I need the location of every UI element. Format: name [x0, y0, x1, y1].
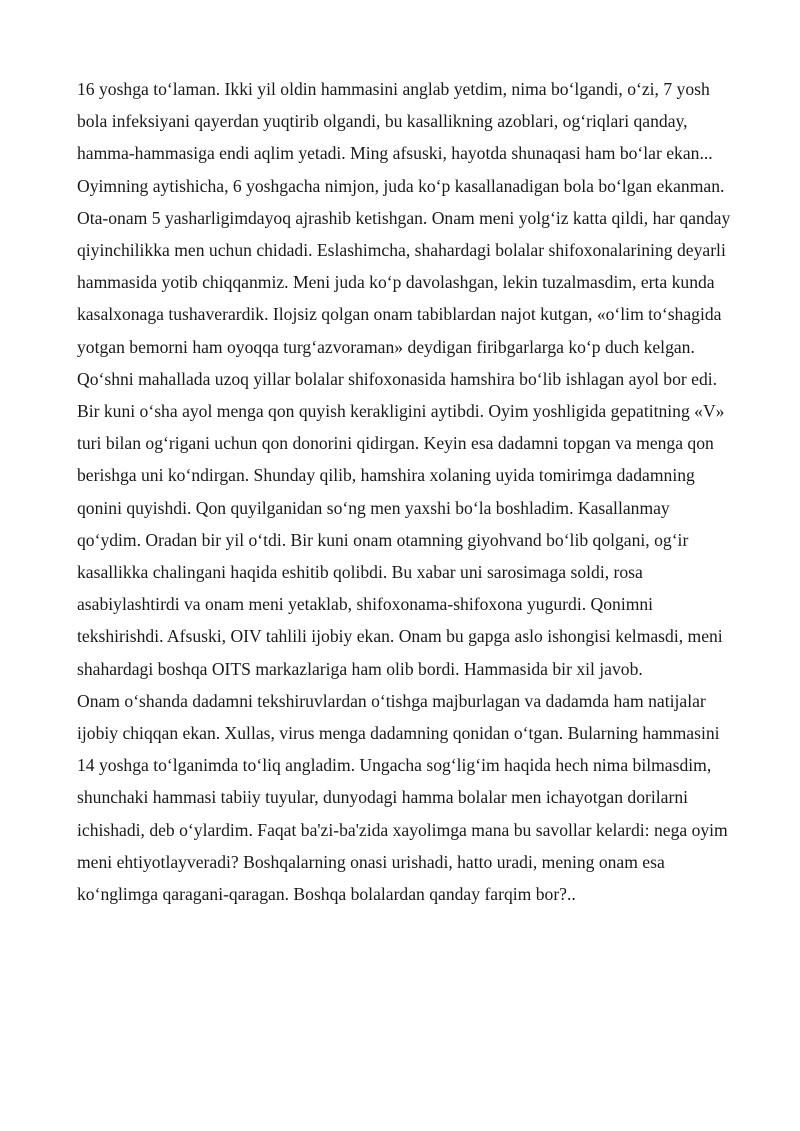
document-body [77, 73, 737, 910]
paragraph-1: 16 yoshga to‘laman. Ikki yil oldin hammasini anglab yetdim, nima bo‘lgandi, o‘zi, 7 yosh bola infeksiyani qayerdan yuqtirib olgandi, bu kasallikning azoblari, og‘riqlari qanday, hamma-hammasiga endi aqlim yetadi. Ming afsuski, hayotda shunaqasi ham bo‘lar ekan... [77, 79, 713, 164]
paragraph-2: Oyimning aytishicha, 6 yoshgacha nimjon, juda ko‘p kasallanadigan bola bo‘lgan ekanman. Ota-onam 5 yasharligimdayoq ajrashib ketishgan. Onam meni yolg‘iz katta qildi, har qanday qiyinchilikka men uchun chidadi. Eslashimcha, shahardagi bolalar shifoxonalarining deyarli hammasida yotib chiqqanmiz. Meni juda ko‘p davolashgan, lekin tuzalmasdim, erta kunda kasalxonaga tushaverardik. Ilojsiz qolgan onam tabiblardan najot kutgan, «o‘lim to‘shagida yotgan bemorni ham oyoqqa turg‘azvoraman» deydigan firibgarlarga ko‘p duch kelgan. [77, 175, 731, 357]
paragraph-3: Qo‘shni mahallada uzoq yillar bolalar shifoxonasida hamshira bo‘lib ishlagan ayol bor edi. Bir kuni o‘sha ayol menga qon quyish kerakligini aytibdi. Oyim yoshligida gepatitning «V» turi bilan og‘rigani uchun qon donorini qidirgan. Keyin esa dadamni topgan va menga qon berishga uni ko‘ndirgan. Shunday qilib, hamshira xolaning uyida tomirimga dadamning qonini quyishdi. Qon quyilganidan so‘ng men yaxshi bo‘la boshladim. Kasallanmay qo‘ydim. Oradan bir yil o‘tdi. Bir kuni onam otamning giyohvand bo‘lib qolgani, og‘ir kasallikka chalingani haqida eshitib qolibdi. Bu xabar uni sarosimaga soldi, rosa asabiylashtirdi va onam meni yetaklab, shifoxonama-shifoxona yugurdi. Qonimni tekshirishdi. Afsuski, OIV tahlili ijobiy ekan. Onam bu gapga aslo ishongisi kelmasdi, meni shahardagi boshqa OITS markazlariga ham olib bordi. Hammasida bir xil javob. [77, 368, 725, 679]
paragraph-4: Onam o‘shanda dadamni tekshiruvlardan o‘tishga majburlagan va dadamda ham natijalar ijobiy chiqqan ekan. Xullas, virus menga dadamning qonidan o‘tgan. Bularning hammasini 14 yoshga to‘lganimda to‘liq angladim. Ungacha sog‘lig‘im haqida hech nima bilmasdim, shunchaki hammasi tabiiy tuyular, dunyodagi hamma bolalar men ichayotgan dorilarni ichishadi, deb o‘ylardim. Faqat ba'zi-ba'zida xayolimga mana bu savollar kelardi: nega oyim meni ehtiyotlayveradi? Boshqalarning onasi urishadi, hatto uradi, mening onam esa ko‘nglimga qaragani-qaragan. Boshqa bolalardan qanday farqim bor?.. [77, 690, 728, 905]
